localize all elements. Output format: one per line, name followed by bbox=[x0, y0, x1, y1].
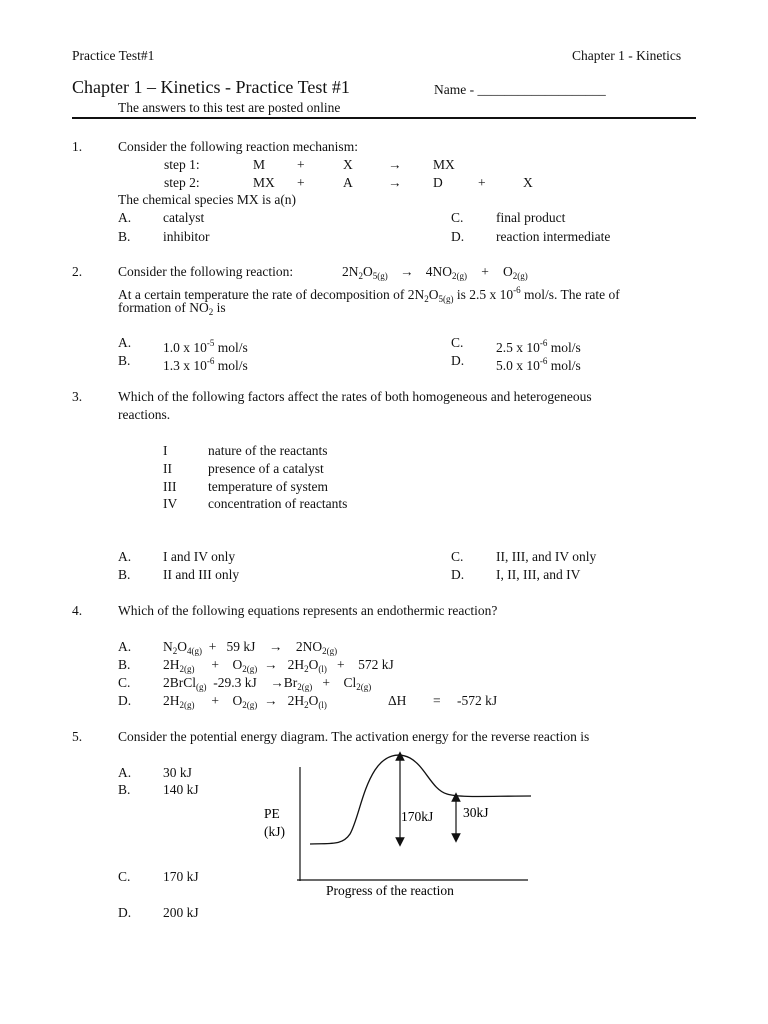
unit: mol/s bbox=[214, 340, 248, 355]
text-part: mol/s. The rate of bbox=[520, 287, 620, 302]
option-letter: A. bbox=[118, 335, 132, 350]
eq-part: 2N bbox=[342, 264, 359, 279]
q1-step1-r2: X bbox=[343, 157, 353, 172]
q5-option-a-text: 30 kJ bbox=[163, 765, 192, 780]
q1-step1-arrow: → bbox=[388, 157, 402, 172]
option-letter: C. bbox=[118, 675, 131, 690]
sub: 2 bbox=[208, 307, 214, 317]
q1-step1-product: MX bbox=[433, 157, 455, 172]
q3-line1: Which of the following factors affect the rates of both homogeneous and heterogeneous bbox=[118, 389, 592, 404]
q3-option-a-text: I and IV only bbox=[163, 549, 236, 564]
q1-option-d-text: reaction intermediate bbox=[496, 229, 611, 244]
option-letter: C. bbox=[118, 869, 131, 884]
q5-number: 5. bbox=[72, 729, 83, 744]
q1-step1-plus: + bbox=[297, 157, 305, 172]
q3-factor-num: III bbox=[163, 479, 177, 494]
q1-option-a-text: catalyst bbox=[163, 210, 205, 225]
name-blank: ___________________ bbox=[477, 82, 606, 97]
q3-factor-num: II bbox=[163, 461, 172, 476]
eq-sub: 2(g) bbox=[297, 682, 313, 692]
q1-number: 1. bbox=[72, 139, 83, 154]
eq-part: 4NO bbox=[425, 264, 452, 279]
option-letter: B. bbox=[118, 229, 131, 244]
eq-sub: 2(g) bbox=[242, 664, 258, 674]
option-letter: D. bbox=[118, 905, 132, 920]
q4-number: 4. bbox=[72, 603, 83, 618]
eq-part: + O bbox=[194, 693, 243, 708]
text-part: formation of NO bbox=[118, 300, 209, 315]
eq-part: -29.3 kJ →Br bbox=[206, 675, 298, 690]
option-letter: D. bbox=[451, 567, 465, 582]
eq-part: O bbox=[177, 639, 187, 654]
option-letter: C. bbox=[451, 549, 464, 564]
unit: mol/s bbox=[214, 358, 248, 373]
q3-option-c-text: II, III, and IV only bbox=[496, 549, 597, 564]
q1-step2-p2: X bbox=[523, 175, 533, 190]
running-header-left: Practice Test#1 bbox=[72, 48, 155, 63]
energy-curve bbox=[310, 755, 531, 844]
eq-part: O bbox=[308, 657, 319, 672]
option-letter: A. bbox=[118, 639, 132, 654]
option-letter: D. bbox=[451, 353, 465, 368]
text-part: is bbox=[213, 300, 226, 315]
q1-step2-r2: A bbox=[343, 175, 353, 190]
eq-sub: (l) bbox=[318, 700, 327, 710]
option-letter: B. bbox=[118, 782, 131, 797]
running-header-right: Chapter 1 - Kinetics bbox=[572, 48, 682, 63]
option-letter: B. bbox=[118, 353, 131, 368]
delta-h-label: 30kJ bbox=[463, 805, 489, 820]
q4-option-d-value: -572 kJ bbox=[457, 693, 498, 708]
eq-sub: 2(g) bbox=[322, 646, 338, 656]
option-letter: B. bbox=[118, 567, 131, 582]
exponent: -6 bbox=[539, 356, 548, 366]
option-letter: A. bbox=[118, 765, 132, 780]
eq-part: O bbox=[363, 264, 373, 279]
eq-sub: 2 bbox=[304, 700, 309, 710]
eq-sub: (g) bbox=[196, 682, 207, 692]
option-letter: D. bbox=[118, 693, 132, 708]
eq-sub: 4(g) bbox=[187, 646, 202, 656]
eq-part: 2H bbox=[163, 657, 180, 672]
eq-part: → 2H bbox=[257, 693, 305, 708]
eq-part: 2BrCl bbox=[163, 675, 197, 690]
q4-stem: Which of the following equations represents an endothermic reaction? bbox=[118, 603, 498, 618]
q3-line2: reactions. bbox=[118, 407, 171, 422]
eq-sub: 5(g) bbox=[372, 271, 388, 281]
q4-option-d-equals: = bbox=[433, 693, 441, 708]
unit: mol/s bbox=[547, 358, 581, 373]
q1-step2-plus2: + bbox=[478, 175, 486, 190]
eq-arrow: → bbox=[400, 264, 414, 279]
q3-number: 3. bbox=[72, 389, 83, 404]
text-part: is 2.5 x 10 bbox=[453, 287, 514, 302]
y-axis-label-pe: PE bbox=[264, 806, 280, 821]
eq-part: + O bbox=[194, 657, 243, 672]
eq-part: + 59 kJ → 2NO bbox=[202, 639, 323, 654]
eq-part: O bbox=[503, 264, 513, 279]
eq-part: N bbox=[163, 639, 173, 654]
forward-activation-label: 170kJ bbox=[401, 809, 434, 824]
eq-plus: + bbox=[481, 264, 489, 279]
eq-part: 2H bbox=[163, 693, 180, 708]
q3-factor-text: temperature of system bbox=[208, 479, 328, 494]
q3-option-b-text: II and III only bbox=[163, 567, 240, 582]
mantissa: 2.5 x 10 bbox=[496, 340, 540, 355]
exponent: -6 bbox=[539, 338, 548, 348]
text-part: At a certain temperature the rate of decomposition of 2N bbox=[118, 287, 425, 302]
q3-option-d-text: I, II, III, and IV bbox=[496, 567, 581, 582]
q4-option-d-delta-h: ΔH bbox=[388, 693, 407, 708]
eq-sub: 2(g) bbox=[356, 682, 372, 692]
q2-stem: Consider the following reaction: bbox=[118, 264, 294, 279]
eq-sub: 2 bbox=[172, 646, 178, 656]
eq-part: → 2H bbox=[257, 657, 305, 672]
option-letter: C. bbox=[451, 335, 464, 350]
mantissa: 5.0 x 10 bbox=[496, 358, 540, 373]
q1-step1-label: step 1: bbox=[164, 157, 200, 172]
q3-factor-num: I bbox=[163, 443, 168, 458]
eq-sub: 2(g) bbox=[242, 700, 258, 710]
eq-sub: 2(g) bbox=[512, 271, 528, 281]
eq-sub: 2 bbox=[358, 271, 363, 281]
q5-option-c-text: 170 kJ bbox=[163, 869, 199, 884]
option-letter: A. bbox=[118, 549, 132, 564]
q5-option-d-text: 200 kJ bbox=[163, 905, 199, 920]
y-axis-label-unit: (kJ) bbox=[264, 824, 285, 839]
q1-question: The chemical species MX is a(n) bbox=[118, 192, 297, 207]
eq-part: + 572 kJ bbox=[326, 657, 394, 672]
name-label: Name - bbox=[434, 82, 478, 97]
subtitle: The answers to this test are posted online bbox=[118, 100, 341, 115]
option-letter: A. bbox=[118, 210, 132, 225]
unit: mol/s bbox=[547, 340, 581, 355]
option-letter: D. bbox=[451, 229, 465, 244]
q1-option-c-text: final product bbox=[496, 210, 566, 225]
exponent: -6 bbox=[206, 356, 215, 366]
x-axis-label: Progress of the reaction bbox=[326, 883, 454, 898]
eq-sub: 2(g) bbox=[179, 664, 195, 674]
page-title: Chapter 1 – Kinetics - Practice Test #1 bbox=[72, 77, 350, 97]
mantissa: 1.0 x 10 bbox=[163, 340, 207, 355]
eq-sub: 2(g) bbox=[452, 271, 467, 281]
mantissa: 1.3 x 10 bbox=[163, 358, 207, 373]
q1-step2-p1: D bbox=[433, 175, 443, 190]
eq-sub: 2(g) bbox=[179, 700, 195, 710]
q3-factor-num: IV bbox=[163, 496, 178, 511]
q1-step2-arrow: → bbox=[388, 175, 402, 190]
exponent: -5 bbox=[206, 338, 215, 348]
eq-part: + Cl bbox=[312, 675, 357, 690]
sub: 2 bbox=[424, 294, 429, 304]
q1-stem: Consider the following reaction mechanism: bbox=[118, 139, 358, 154]
q1-step2-plus: + bbox=[297, 175, 305, 190]
q1-step2-label: step 2: bbox=[164, 175, 200, 190]
q3-factor-text: presence of a catalyst bbox=[208, 461, 324, 476]
q1-step1-r1: M bbox=[253, 157, 266, 172]
eq-sub: (l) bbox=[318, 664, 327, 674]
q3-factor-text: nature of the reactants bbox=[208, 443, 328, 458]
q5-stem: Consider the potential energy diagram. The activation energy for the reverse reaction is bbox=[118, 729, 590, 744]
sup: -6 bbox=[513, 285, 521, 295]
option-letter: B. bbox=[118, 657, 131, 672]
eq-part: O bbox=[308, 693, 319, 708]
q2-number: 2. bbox=[72, 264, 83, 279]
sub: 5(g) bbox=[438, 294, 454, 304]
eq-sub: 2 bbox=[304, 664, 309, 674]
q1-step2-r1: MX bbox=[253, 175, 275, 190]
q1-option-b-text: inhibitor bbox=[163, 229, 210, 244]
option-letter: C. bbox=[451, 210, 464, 225]
text-part: O bbox=[428, 287, 439, 302]
q3-factor-text: concentration of reactants bbox=[208, 496, 348, 511]
q5-option-b-text: 140 kJ bbox=[163, 782, 199, 797]
